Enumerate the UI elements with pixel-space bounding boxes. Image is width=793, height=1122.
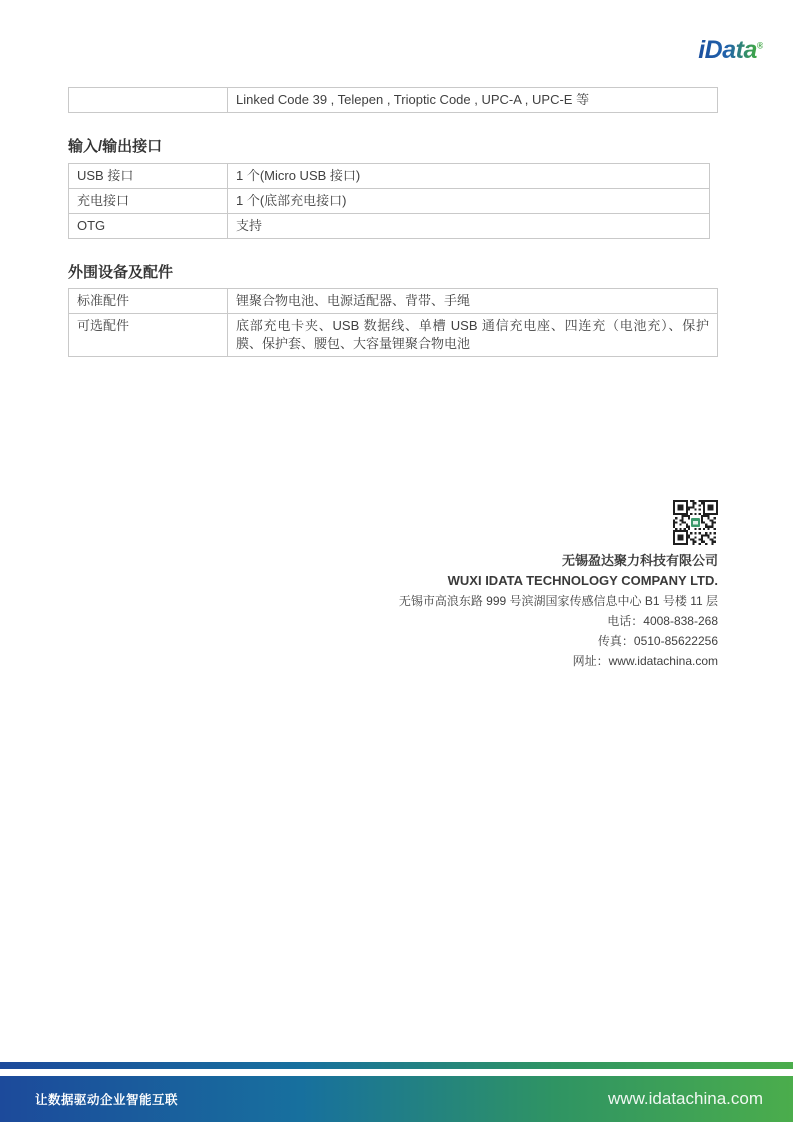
table-row (69, 313, 717, 356)
table-row (69, 188, 709, 213)
company-website: 网址：www.idatachina.com (572, 654, 718, 668)
spec-label-cell (69, 88, 228, 112)
spec-label-cell: OTG (69, 214, 228, 238)
table-row (69, 164, 709, 188)
footer-slogan: 让数据驱动企业智能互联 (35, 1093, 179, 1107)
spec-label-cell: 可选配件 (69, 314, 228, 356)
spec-value-cell: Linked Code 39 , Telepen , Trioptic Code , UPC-A , UPC-E 等 (236, 92, 590, 107)
section-heading-io: 输入/输出接口 (68, 138, 163, 155)
table-row (69, 88, 717, 112)
section-heading-accessories: 外围设备及配件 (68, 264, 174, 281)
logo-text: iData (698, 36, 757, 64)
spec-label-cell: 标准配件 (69, 289, 228, 313)
idata-logo (698, 36, 763, 65)
contact-block (399, 551, 718, 671)
spec-value-cell: 1 个(底部充电接口) (236, 193, 347, 208)
company-address: 无锡市高浪东路 999 号滨湖国家传感信息中心 B1 号楼 11 层 (398, 594, 718, 608)
spec-value-cell: 锂聚合物电池、电源适配器、背带、手绳 (236, 293, 471, 308)
barcode-types-continuation-table (68, 87, 718, 113)
qr-code-icon (673, 500, 718, 545)
spec-value-cell: 1 个(Micro USB 接口) (236, 168, 361, 183)
spec-value-cell: 支持 (236, 218, 263, 233)
table-row (69, 289, 717, 313)
io-interfaces-table (68, 163, 710, 239)
company-name-en: WUXI IDATA TECHNOLOGY COMPANY LTD. (447, 573, 718, 588)
table-row (69, 213, 709, 238)
company-fax: 传真：0510-85622256 (597, 634, 718, 648)
spec-label-cell: USB 接口 (69, 164, 228, 188)
footer-bar (0, 1076, 793, 1122)
footer-website: www.idatachina.com (608, 1089, 763, 1108)
spec-value-cell: 底部充电卡夹、USB 数据线、单槽 USB 通信充电座、四连充（电池充）、保护膜、保护套、腰包、大容量锂聚合物电池 (236, 318, 709, 351)
company-phone: 电话：4008-838-268 (607, 614, 718, 628)
accessories-table (68, 288, 718, 357)
registered-mark-icon: ® (756, 40, 763, 51)
footer-accent-line (0, 1062, 793, 1069)
spec-label-cell: 充电接口 (69, 189, 228, 213)
company-name-cn: 无锡盈达聚力科技有限公司 (561, 553, 718, 568)
